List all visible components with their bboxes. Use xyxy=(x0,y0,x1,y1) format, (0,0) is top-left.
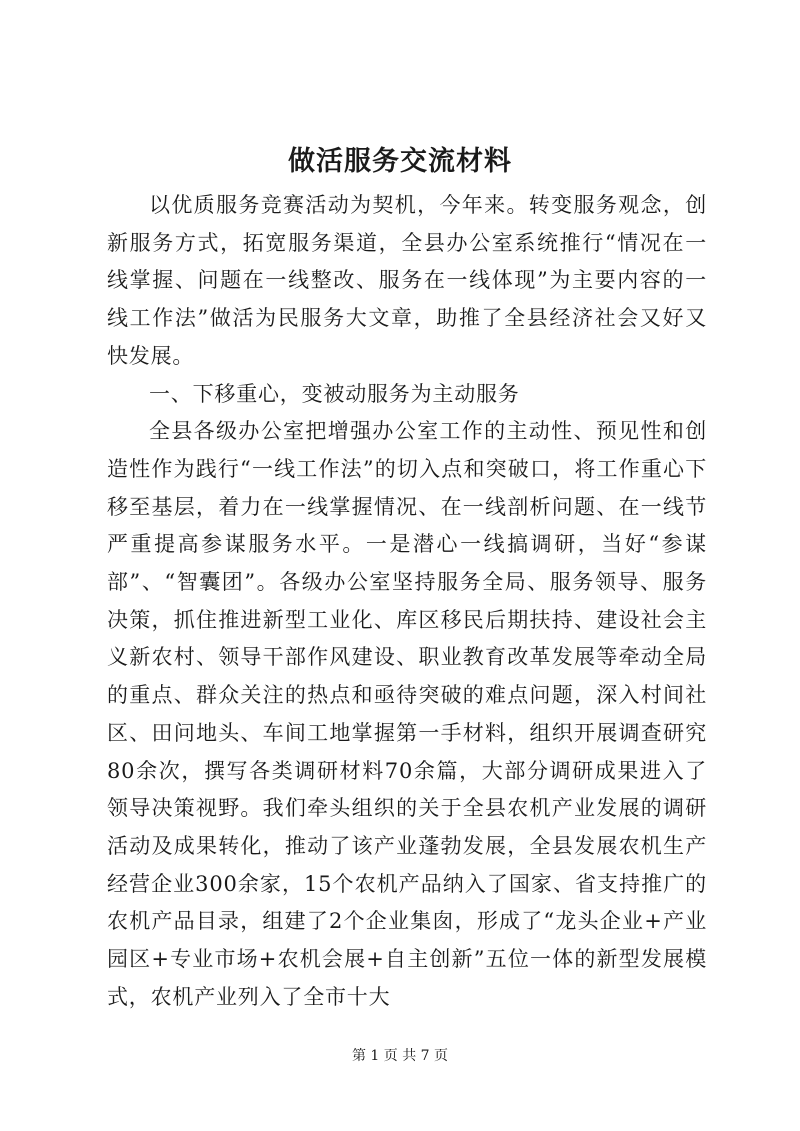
page-footer: 第 1 页 共 7 页 xyxy=(351,1048,449,1064)
intro-paragraph: 以优质服务竞赛活动为契机，今年来。转变服务观念，创新服务方式，拓宽服务渠道，全县办公室系统推行“情况在一线掌握、问题在一线整改、服务在一线体现”为主要内容的一线工作法”做活为民服务大文章，助推了全县经济社会又好又快发展。 xyxy=(107,193,707,368)
document-body xyxy=(107,187,707,1016)
body-paragraph: 全县各级办公室把增强办公室工作的主动性、预见性和创造性作为践行“一线工作法”的切入点和突破口，将工作重心下移至基层，着力在一线掌握情况、在一线剖析问题、在一线节严重提高参谋服务水平。一是潜心一线搞调研，当好“参谋部”、“智囊团”。各级办公室坚持服务全局、服务领导、服务决策，抓住推进新型工业化、库区移民后期扶持、建设社会主义新农村、领导干部作风建设、职业教育改革发展等牵动全局的重点、群众关注的热点和亟待突破的难点问题，深入村间社区、田问地头、车间工地掌握第一手材料，组织开展调查研究80余次，撰写各类调研材料70余篇，大部分调研成果进入了领导决策视野。我们牵头组织的关于全县农机产业发展的调研活动及成果转化，推动了该产业蓬勃发展，全县发展农机生产经营企业300余家，15个农机产品纳入了国家、省支持推广的农机产品目录，组建了2个企业集囱，形成了“龙头企业+产业园区+专业市场+农机会展+自主创新”五位一体的新型发展模式，农机产业列入了全市十大 xyxy=(107,419,707,1009)
section-heading: 一、下移重心，变被动服务为主动服务 xyxy=(149,381,520,406)
document-title: 做活服务交流材料 xyxy=(288,146,512,177)
